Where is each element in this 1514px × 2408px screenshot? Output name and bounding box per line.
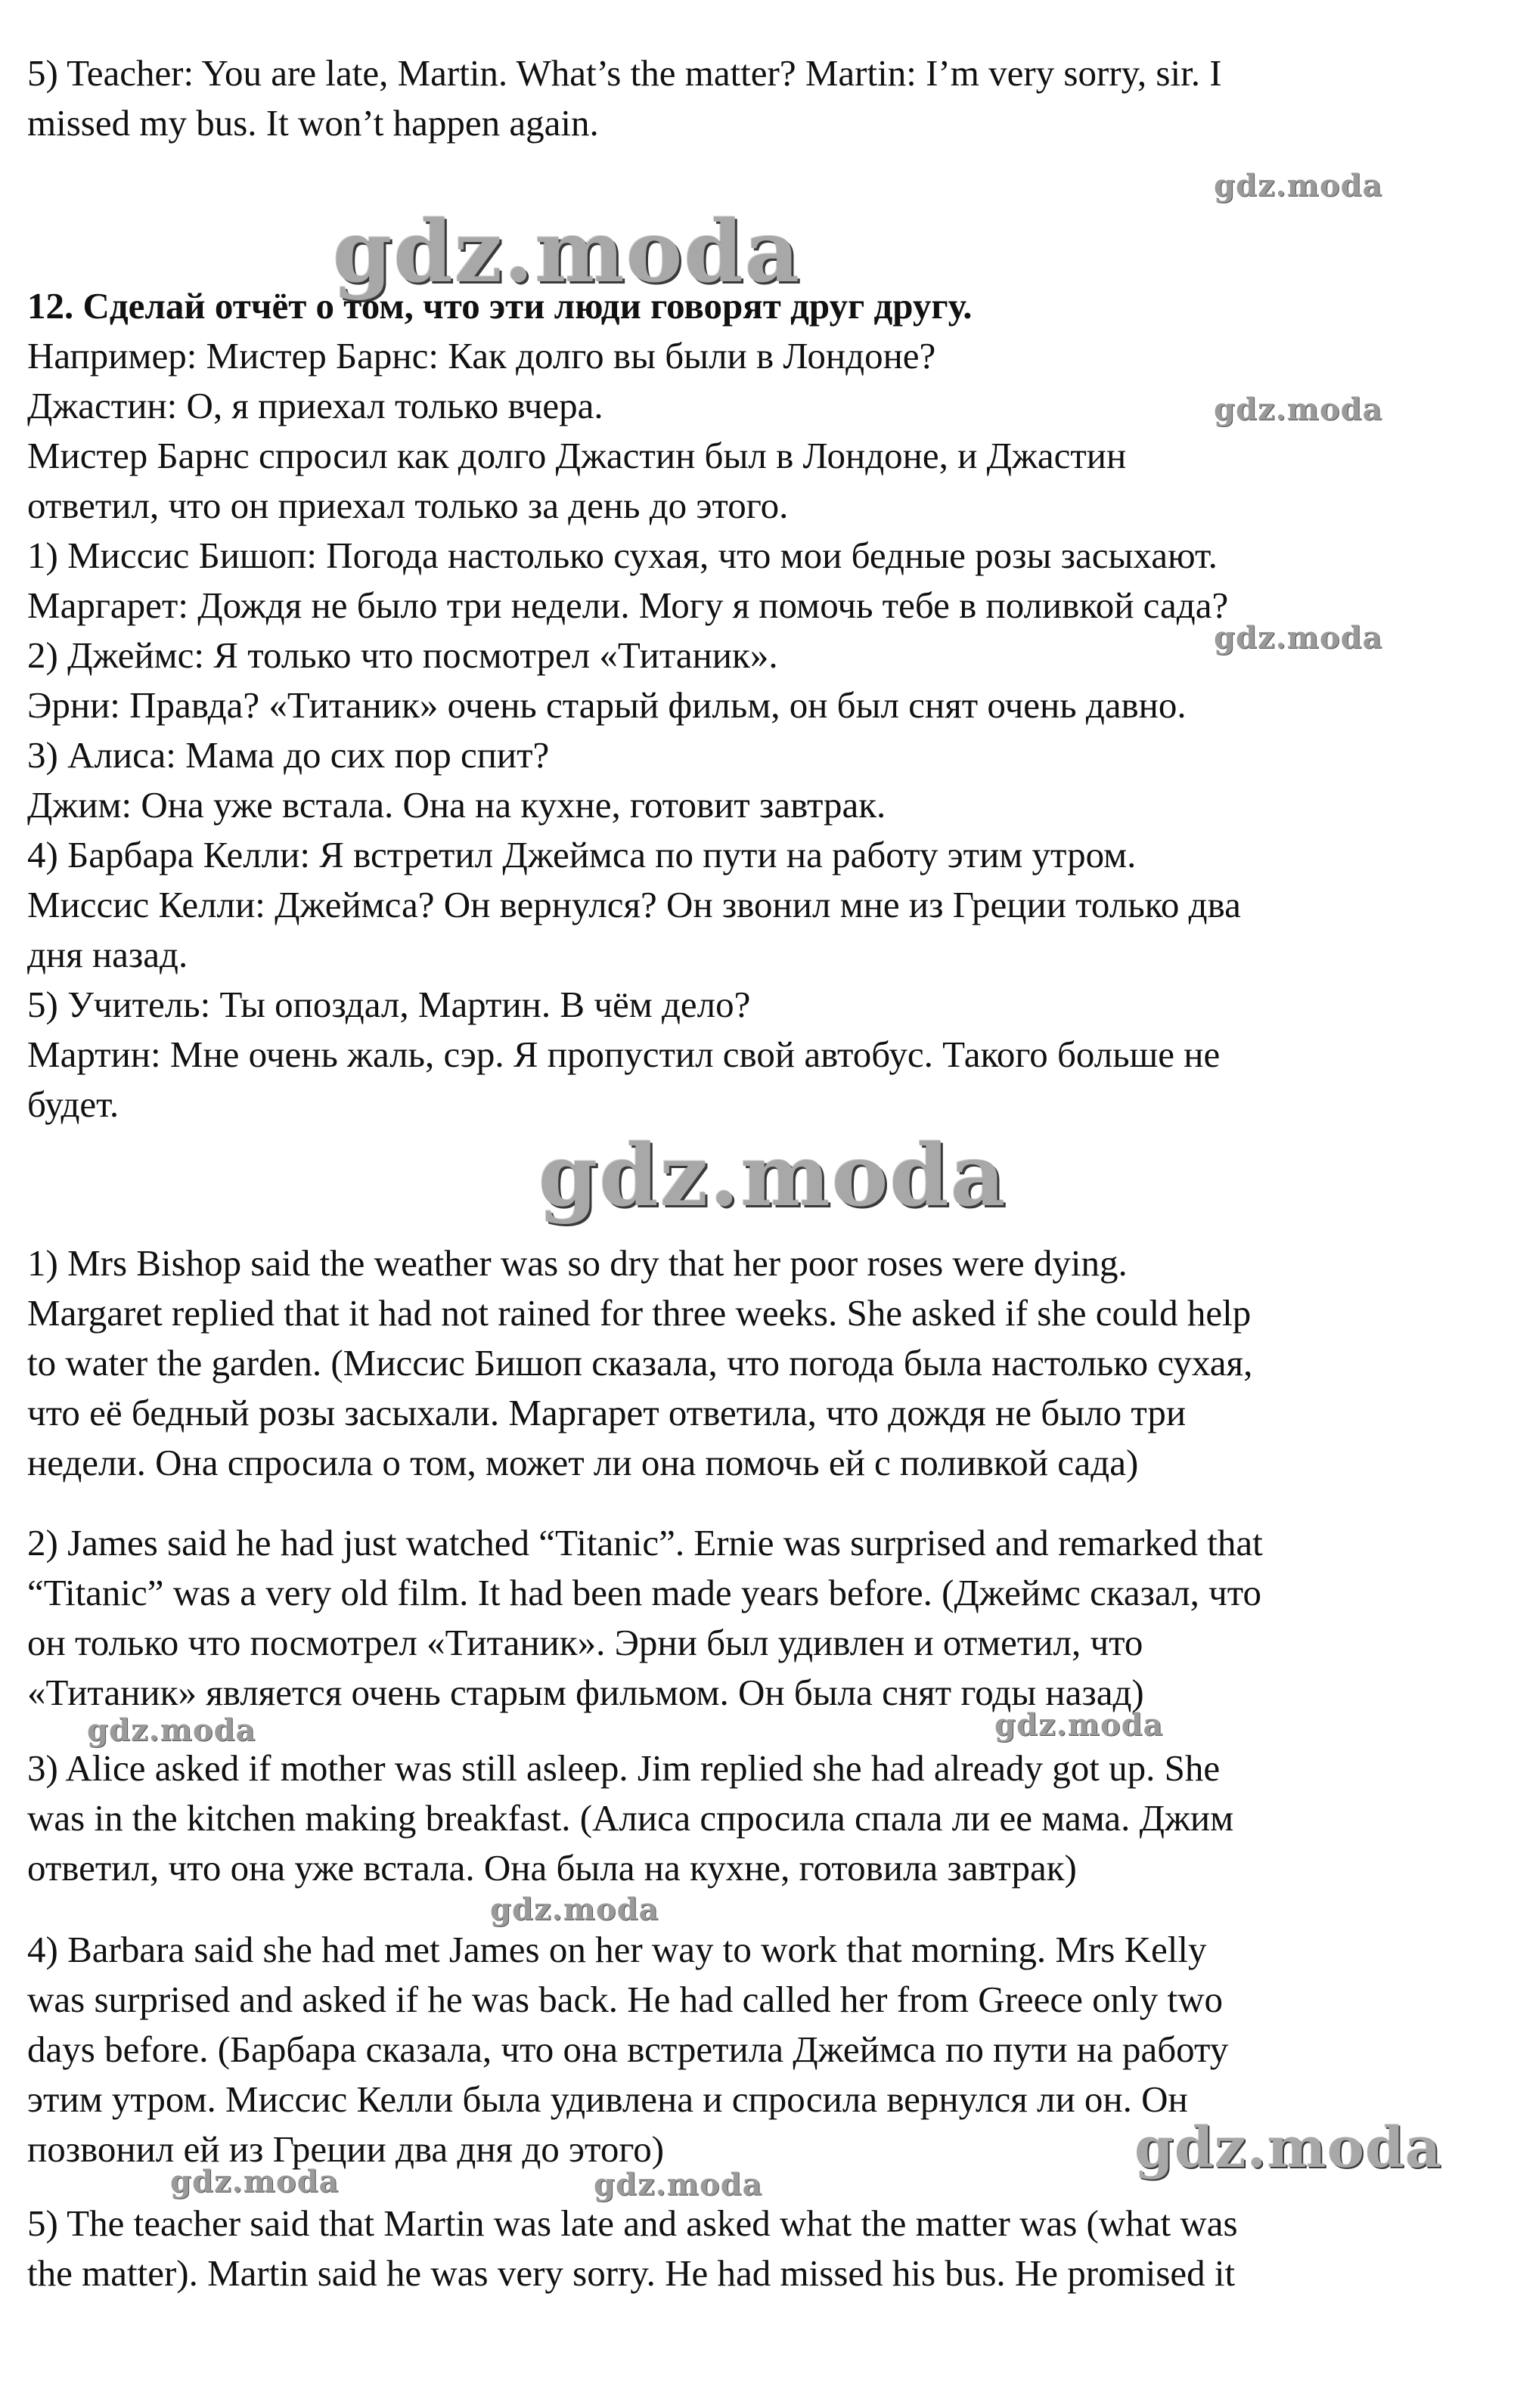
- answer-line: was in the kitchen making breakfast. (Алиса спросила спала ли ее мама. Джим: [27, 1797, 1234, 1839]
- watermark: gdz.moda: [1134, 2115, 1442, 2180]
- answer-line: to water the garden. (Миссис Бишоп сказала, что погода была настолько сухая,: [27, 1342, 1253, 1384]
- watermark: gdz.moda: [170, 2164, 340, 2199]
- watermark: gdz.moda: [333, 203, 802, 302]
- answer-line: the matter). Martin said he was very sorry. He had missed his bus. He promised it: [27, 2252, 1236, 2294]
- text-line: будет.: [27, 1083, 119, 1125]
- text-line: missed my bus. It won’t happen again.: [27, 102, 599, 144]
- watermark: gdz.moda: [538, 1127, 1007, 1226]
- text-line: Например: Мистер Барнс: Как долго вы были в Лондоне?: [27, 335, 936, 377]
- watermark: gdz.moda: [490, 1892, 659, 1927]
- watermark: gdz.moda: [87, 1712, 256, 1748]
- answer-line: «Титаник» является очень старым фильмом. Он была снят годы назад): [27, 1672, 1144, 1713]
- text-line: 4) Барбара Келли: Я встретил Джеймса по пути на работу этим утром.: [27, 834, 1137, 875]
- text-line: ответил, что он приехал только за день до этого.: [27, 485, 789, 526]
- answer-line: Margaret replied that it had not rained for three weeks. She asked if she could help: [27, 1292, 1252, 1334]
- text-line: Эрни: Правда? «Титаник» очень старый фильм, он был снят очень давно.: [27, 684, 1187, 726]
- answer-line: позвонил ей из Греции два дня до этого): [27, 2128, 665, 2170]
- text-line: 5) Teacher: You are late, Martin. What’s the matter? Martin: I’m very sorry, sir. I: [27, 52, 1222, 94]
- text-line: дня назад.: [27, 934, 188, 975]
- watermark: gdz.moda: [1214, 168, 1383, 203]
- answer-line: он только что посмотрел «Титаник». Эрни был удивлен и отметил, что: [27, 1622, 1143, 1663]
- watermark: gdz.moda: [1214, 392, 1383, 427]
- answer-line: ответил, что она уже встала. Она была на кухне, готовила завтрак): [27, 1847, 1077, 1889]
- answer-line: days before. (Барбара сказала, что она встретила Джеймса по пути на работу: [27, 2028, 1229, 2070]
- answer-line: 2) James said he had just watched “Titanic”. Ernie was surprised and remarked that: [27, 1522, 1263, 1563]
- text-line: 1) Миссис Бишоп: Погода настолько сухая, что мои бедные розы засыхают.: [27, 535, 1218, 576]
- answer-line: этим утром. Миссис Келли была удивлена и спросила вернулся ли он. Он: [27, 2078, 1188, 2120]
- answer-line: was surprised and asked if he was back. He had called her from Greece only two: [27, 1979, 1224, 2020]
- answer-line: 5) The teacher said that Martin was late and asked what the matter was (what was: [27, 2202, 1238, 2244]
- answer-line: недели. Она спросила о том, может ли она помочь ей с поливкой сада): [27, 1442, 1139, 1483]
- watermark: gdz.moda: [1214, 620, 1383, 655]
- exercise-heading: 12. Сделай отчёт о том, что эти люди говорят друг другу.: [27, 285, 973, 327]
- text-line: Джим: Она уже встала. Она на кухне, готовит завтрак.: [27, 784, 886, 826]
- answer-line: 4) Barbara said she had met James on her way to work that morning. Mrs Kelly: [27, 1929, 1207, 1970]
- watermark: gdz.moda: [594, 2167, 763, 2202]
- text-line: Мистер Барнс спросил как долго Джастин был в Лондоне, и Джастин: [27, 435, 1127, 476]
- text-line: 3) Алиса: Мама до сих пор спит?: [27, 734, 550, 776]
- text-line: Мартин: Мне очень жаль, сэр. Я пропустил свой автобус. Такого больше не: [27, 1034, 1221, 1075]
- text-line: Маргарет: Дождя не было три недели. Могу я помочь тебе в поливкой сада?: [27, 584, 1229, 626]
- answer-line: что её бедный розы засыхали. Маргарет ответила, что дождя не было три: [27, 1392, 1187, 1433]
- answer-line: 1) Mrs Bishop said the weather was so dry that her poor roses were dying.: [27, 1242, 1128, 1284]
- answer-line: “Titanic” was a very old film. It had been made years before. (Джеймс сказал, что: [27, 1572, 1262, 1613]
- answer-line: 3) Alice asked if mother was still asleep. Jim replied she had already got up. She: [27, 1747, 1221, 1789]
- watermark: gdz.moda: [994, 1707, 1164, 1743]
- text-line: Миссис Келли: Джеймса? Он вернулся? Он звонил мне из Греции только два: [27, 884, 1241, 925]
- text-line: 2) Джеймс: Я только что посмотрел «Титаник».: [27, 634, 778, 676]
- text-line: 5) Учитель: Ты опоздал, Мартин. В чём дело?: [27, 984, 751, 1025]
- text-line: Джастин: О, я приехал только вчера.: [27, 385, 603, 426]
